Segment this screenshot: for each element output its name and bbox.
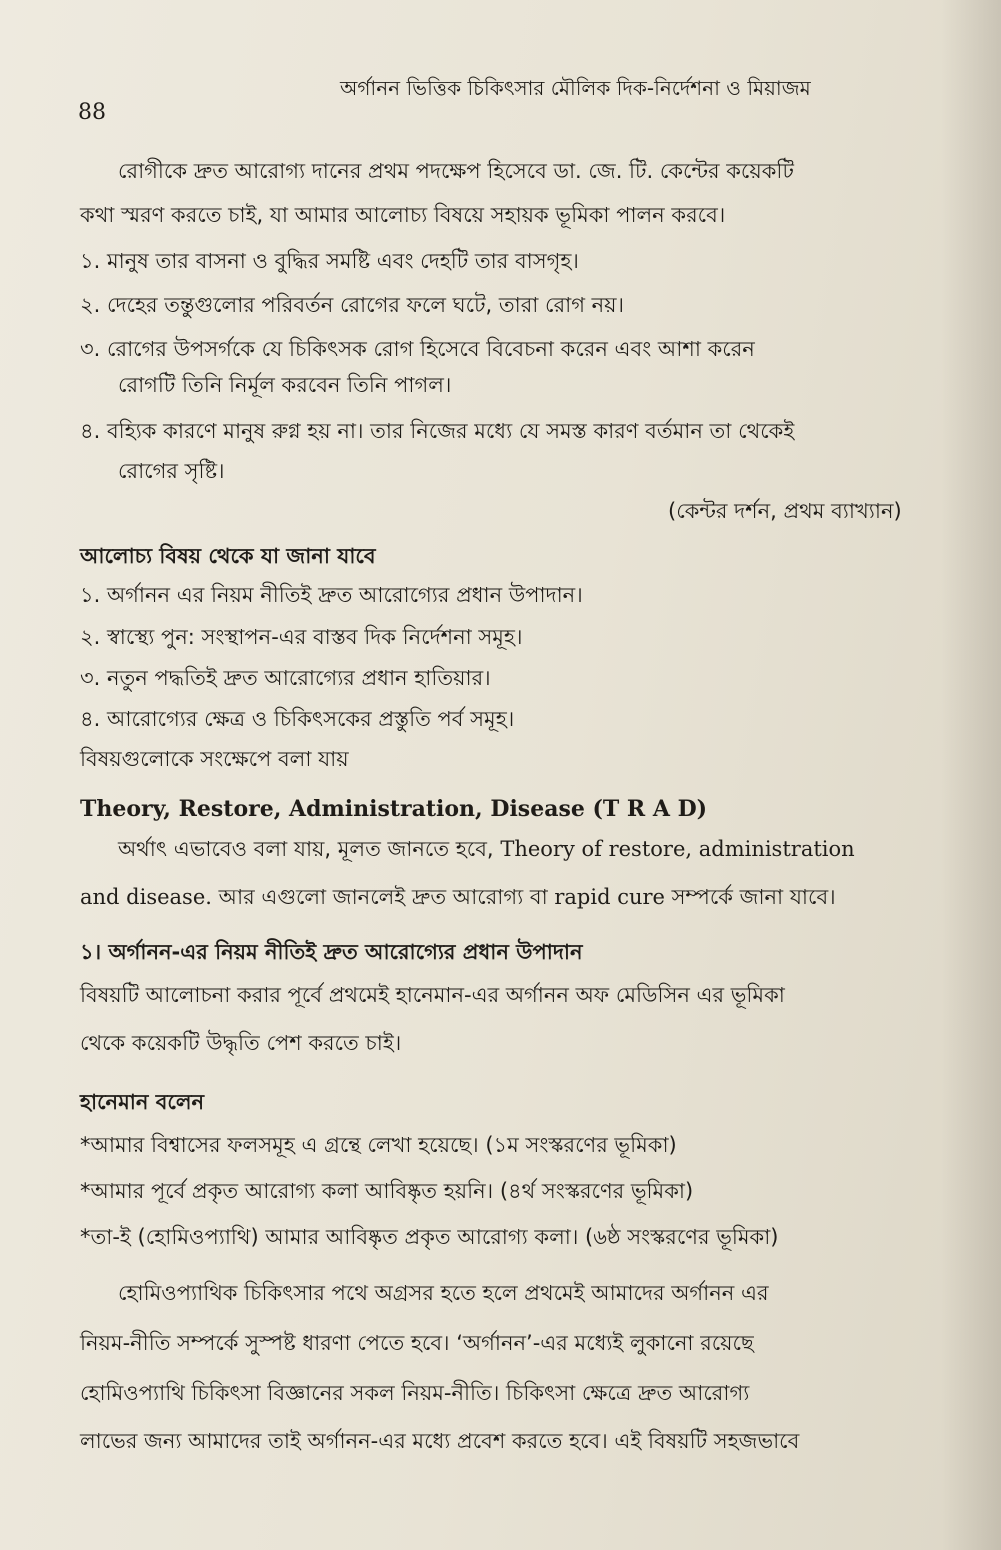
page-number: 88 bbox=[78, 100, 106, 125]
kent-point-1: ১. মানুষ তার বাসনা ও বুদ্ধির সমষ্টি এবং দেহটি তার বাসগৃহ। bbox=[80, 249, 579, 273]
section-heading-one: ১। অর্গানন-এর নিয়ম নীতিই দ্রুত আরোগ্যের প্রধান উপাদান bbox=[80, 940, 583, 964]
section-heading-known: আলোচ্য বিষয় থেকে যা জানা যাবে bbox=[80, 544, 376, 568]
trad-line-2-bn: আর এগুলো জানলেই দ্রুত আরোগ্য বা bbox=[218, 885, 548, 909]
trad-line-2-en2: rapid cure bbox=[554, 885, 665, 909]
closing-line-1: হোমিওপ্যাথিক চিকিৎসার পথে অগ্রসর হতে হলে প্রথমেই আমাদের অর্গানন এর bbox=[118, 1281, 769, 1305]
intro-line-1: রোগীকে দ্রুত আরোগ্য দানের প্রথম পদক্ষেপ হিসেবে ডা. জে. টি. কেন্টের কয়েকটি bbox=[118, 159, 794, 183]
kent-point-4: ৪. বহ্যিক কারণে মানুষ রুগ্ন হয় না। তার নিজের মধ্যে যে সমস্ত কারণ বর্তমান তা থেকেই bbox=[80, 419, 795, 443]
closing-line-4: লাভের জন্য আমাদের তাই অর্গানন-এর মধ্যে প্রবেশ করতে হবে। এই বিষয়টি সহজভাবে bbox=[80, 1429, 800, 1453]
hahnemann-quote-2: *আমার পূর্বে প্রকৃত আরোগ্য কলা আবিষ্কৃত হয়নি। (৪র্থ সংস্করণের ভূমিকা) bbox=[80, 1179, 694, 1203]
hahnemann-heading: হানেমান বলেন bbox=[80, 1090, 204, 1114]
intro-line-2: কথা স্মরণ করতে চাই, যা আমার আলোচ্য বিষয়ে সহায়ক ভূমিকা পালন করবে। bbox=[80, 203, 726, 227]
kent-point-3: ৩. রোগের উপসর্গকে যে চিকিৎসক রোগ হিসেবে বিবেচনা করেন এবং আশা করেন bbox=[80, 337, 755, 361]
trad-line-2-bn2: সম্পর্কে জানা যাবে। bbox=[671, 885, 836, 909]
hahnemann-quote-3: *তা-ই (হোমিওপ্যাথি) আমার আবিষ্কৃত প্রকৃত আরোগ্য কলা। (৬ষ্ঠ সংস্করণের ভূমিকা) bbox=[80, 1225, 779, 1249]
known-item-2: ২. স্বাস্থ্যে পুন: সংস্থাপন-এর বাস্তব দিক নির্দেশনা সমূহ। bbox=[80, 625, 523, 649]
kent-point-2: ২. দেহের তন্তুগুলোর পরিবর্তন রোগের ফলে ঘটে, তারা রোগ নয়। bbox=[80, 293, 625, 317]
section-one-line-2: থেকে কয়েকটি উদ্ধৃতি পেশ করতে চাই। bbox=[80, 1031, 402, 1055]
page-edge-shadow bbox=[941, 0, 1001, 1550]
known-item-4: ৪. আরোগ্যের ক্ষেত্র ও চিকিৎসকের প্রস্তুতি পর্ব সমূহ। bbox=[80, 707, 515, 731]
trad-line-2-en: and disease. bbox=[80, 885, 212, 909]
summary-line: বিষয়গুলোকে সংক্ষেপে বলা যায় bbox=[80, 747, 349, 771]
running-title: অর্গানন ভিত্তিক চিকিৎসার মৌলিক দিক-নির্দেশনা ও মিয়াজম bbox=[340, 76, 811, 100]
kent-point-4-cont: রোগের সৃষ্টি। bbox=[118, 459, 225, 483]
trad-line-1 bbox=[118, 836, 855, 862]
citation: (কেন্টর দর্শন, প্রথম ব্যাখ্যান) bbox=[668, 499, 902, 523]
section-one-line-1: বিষয়টি আলোচনা করার পূর্বে প্রথমেই হানেমান-এর অর্গানন অফ মেডিসিন এর ভূমিকা bbox=[80, 983, 785, 1007]
closing-line-2: নিয়ম-নীতি সম্পর্কে সুস্পষ্ট ধারণা পেতে হবে। ‘অর্গানন’-এর মধ্যেই লুকানো রয়েছে bbox=[80, 1331, 754, 1355]
trad-line-1-bn: অর্থাৎ এভাবেও বলা যায়, মূলত জানতে হবে, bbox=[118, 837, 494, 861]
trad-line-2 bbox=[80, 884, 836, 910]
known-item-1: ১. অর্গানন এর নিয়ম নীতিই দ্রুত আরোগ্যের প্রধান উপাদান। bbox=[80, 583, 583, 607]
hahnemann-quote-1: *আমার বিশ্বাসের ফলসমূহ এ গ্রন্থে লেখা হয়েছে। (১ম সংস্করণের ভূমিকা) bbox=[80, 1133, 677, 1157]
closing-line-3: হোমিওপ্যাথি চিকিৎসা বিজ্ঞানের সকল নিয়ম-নীতি। চিকিৎসা ক্ষেত্রে দ্রুত আরোগ্য bbox=[80, 1381, 750, 1405]
trad-heading: Theory, Restore, Administration, Disease (T R A D) bbox=[80, 796, 708, 822]
known-item-3: ৩. নতুন পদ্ধতিই দ্রুত আরোগ্যের প্রধান হাতিয়ার। bbox=[80, 666, 491, 690]
trad-line-1-en: Theory of restore, administration bbox=[500, 837, 855, 861]
kent-point-3-cont: রোগটি তিনি নির্মূল করবেন তিনি পাগল। bbox=[118, 373, 452, 397]
